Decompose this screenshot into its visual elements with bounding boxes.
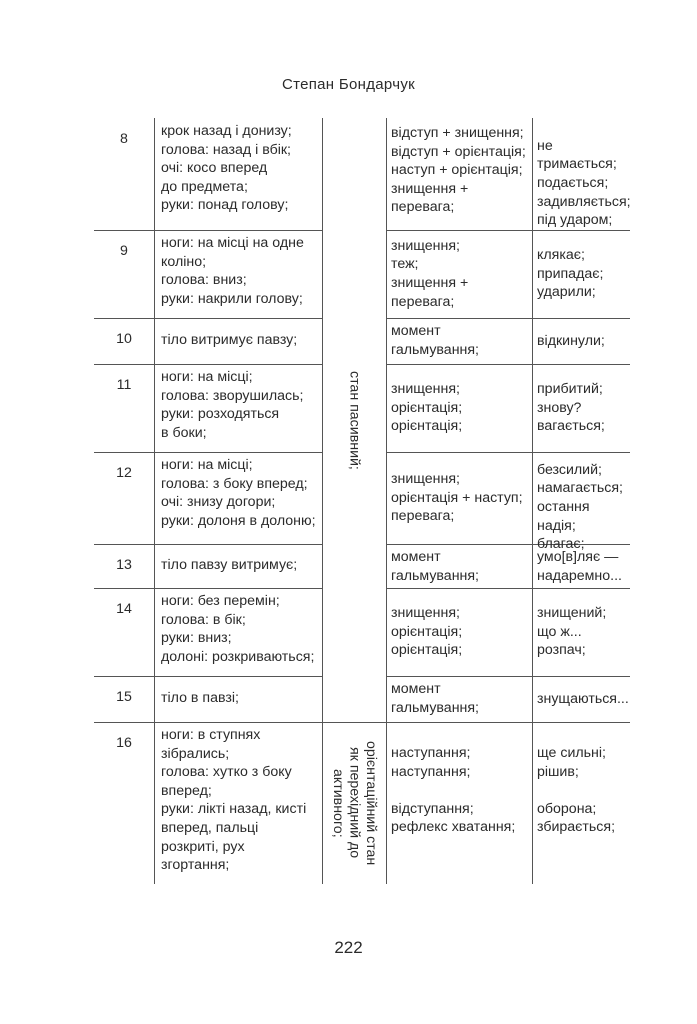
reaction-type: момент гальмування;: [391, 549, 479, 584]
reaction-type: знищення; теж; знищення + перевага;: [391, 237, 469, 310]
state-interpretation: умо[в]ляє — надаремно...: [537, 549, 622, 584]
state-interpretation: безсилий; намагається; остання надія; благає;: [537, 461, 623, 553]
reaction-type: наступання; наступання; відступання; рефлекс хватання;: [391, 745, 516, 836]
row-divider-left: [94, 318, 322, 319]
row-divider-left: [94, 588, 322, 589]
sidebar-passive-state: стан пасивний;: [346, 370, 363, 470]
state-interpretation: прибитий; знову? вагається;: [537, 381, 605, 435]
row-divider-right: [386, 676, 630, 677]
reaction-type: знищення; орієнтація; орієнтація;: [391, 605, 463, 659]
state-interpretation: не тримається; подається; задивляється; під ударом;: [537, 137, 631, 229]
row-divider-right: [386, 452, 630, 453]
reaction-type: момент гальмування;: [391, 323, 479, 358]
state-interpretation: ще сильні; рішив; оборона; збирається;: [537, 745, 616, 836]
row-number: 14: [116, 601, 132, 617]
state-interpretation: знищений; що ж... розпач;: [537, 605, 607, 659]
col-divider-1: [154, 118, 155, 884]
row-divider-left: [94, 452, 322, 453]
reaction-type: момент гальмування;: [391, 681, 479, 716]
row-divider-right: [386, 230, 630, 231]
row-divider-left: [94, 722, 322, 723]
row-number: 8: [120, 131, 128, 147]
movement-description: ноги: на місці на одне коліно; голова: вниз; руки: накрили голову;: [161, 235, 304, 307]
row-divider-right: [386, 722, 630, 723]
row-number: 11: [116, 377, 132, 393]
state-interpretation: відкинули;: [537, 332, 605, 349]
state-interpretation: знущаються...: [537, 690, 629, 707]
row-number: 10: [116, 331, 132, 347]
movement-description: ноги: на місці; голова: зворушилась; руки: розходяться в боки;: [161, 369, 304, 441]
col-divider-4: [532, 118, 533, 884]
row-divider-right: [386, 364, 630, 365]
reaction-type: знищення; орієнтація; орієнтація;: [391, 381, 463, 435]
row-number: 12: [116, 465, 132, 481]
movement-description: тіло в павзі;: [161, 689, 239, 706]
col-divider-3: [386, 118, 387, 884]
page-number: 222: [334, 938, 363, 957]
reaction-type: відступ + знищення; відступ + орієнтація; наступ + орієнтація; знищення + перевага;: [391, 125, 526, 216]
row-divider-left: [94, 364, 322, 365]
movement-description: ноги: без перемін; голова: в бік; руки: вниз; долоні: розкриваються;: [161, 593, 315, 665]
movement-description: тіло павзу витримує;: [161, 556, 298, 573]
row-number: 9: [120, 243, 128, 259]
movement-description: крок назад і донизу; голова: назад і вбік; очі: косо вперед до предмета; руки: понад голову;: [161, 123, 292, 214]
row-divider-right: [386, 588, 630, 589]
sidebar-orientation-state: орієнтаційний стан як перехідний до активного;: [329, 740, 379, 866]
row-divider-right: [386, 318, 630, 319]
row-number: 15: [116, 689, 132, 705]
row-number: 16: [116, 735, 132, 751]
movement-description: ноги: в ступнях зібрались; голова: хутко з боку вперед; руки: лікті назад, кисті вперед, пальці розкриті, рух згортання;: [161, 727, 307, 874]
row-number: 13: [116, 557, 132, 573]
running-head: Степан Бондарчук: [281, 76, 416, 93]
row-divider-left: [94, 544, 322, 545]
row-divider-left: [94, 676, 322, 677]
reaction-type: знищення; орієнтація + наступ; перевага;: [391, 471, 523, 525]
movement-description: тіло витримує павзу;: [161, 331, 298, 348]
state-interpretation: клякає; припадає; ударили;: [537, 247, 604, 301]
row-divider-left: [94, 230, 322, 231]
movement-description: ноги: на місці; голова: з боку вперед; очі: знизу догори; руки: долоня в долоню;: [161, 457, 316, 529]
